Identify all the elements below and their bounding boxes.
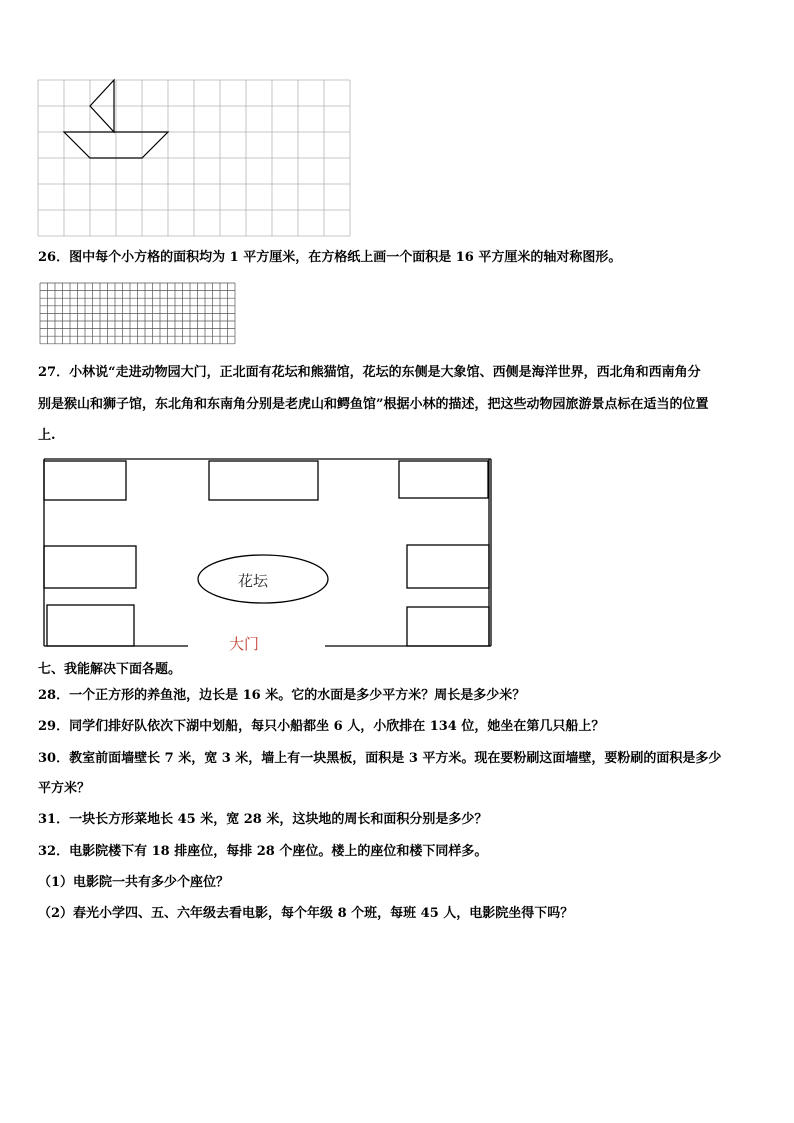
gate-label: 大门 xyxy=(228,635,260,653)
question-26: 26．图中每个小方格的面积均为 1 平方厘米，在方格纸上画一个面积是 16 平方厘米的轴对称图形。 xyxy=(38,250,622,265)
box-northeast[interactable] xyxy=(399,461,488,498)
box-north[interactable] xyxy=(209,461,318,500)
question-32-sub1: （1）电影院一共有多少个座位？ xyxy=(38,875,230,890)
box-northwest[interactable] xyxy=(44,461,126,500)
flower-bed-label: 花坛 xyxy=(237,572,269,590)
question-30-line1: 30．教室前面墙壁长 7 米，宽 3 米，墙上有一块黑板，面积是 3 平方米。现在要粉刷这面墙壁，要粉刷的面积是多少 xyxy=(38,751,722,766)
question-27-line2: 别是猴山和狮子馆，东北角和东南角分别是老虎山和鳄鱼馆”根据小林的描述，把这些动物园旅游景点标在适当的位置 xyxy=(38,397,709,412)
question-27-line3: 上. xyxy=(38,428,56,443)
question-28: 28．一个正方形的养鱼池，边长是 16 米。它的水面是多少平方米？周长是多少米？ xyxy=(38,688,526,703)
box-southwest[interactable] xyxy=(47,605,134,646)
question-32-sub2: （2）春光小学四、五、六年级去看电影，每个年级 8 个班，每班 45 人，电影院坐得下吗？ xyxy=(38,906,574,921)
box-west[interactable] xyxy=(44,546,136,588)
box-east[interactable] xyxy=(407,545,489,588)
question-30-line2: 平方米？ xyxy=(38,781,91,796)
section-7-title: 七、我能解决下面各题。 xyxy=(38,662,182,677)
box-southeast[interactable] xyxy=(407,607,489,646)
question-29: 29．同学们排好队依次下湖中划船，每只小船都坐 6 人，小欣排在 134 位，她坐在第几只船上？ xyxy=(38,719,605,734)
question-31: 31．一块长方形菜地长 45 米，宽 28 米，这块地的周长和面积分别是多少？ xyxy=(38,812,488,827)
question-27-line1: 27．小林说“走进动物园大门，正北面有花坛和熊猫馆，花坛的东侧是大象馆、西侧是海洋世界，西北角和西南角分 xyxy=(38,365,701,380)
question-32: 32．电影院楼下有 18 排座位，每排 28 个座位。楼上的座位和楼下同样多。 xyxy=(38,844,488,859)
